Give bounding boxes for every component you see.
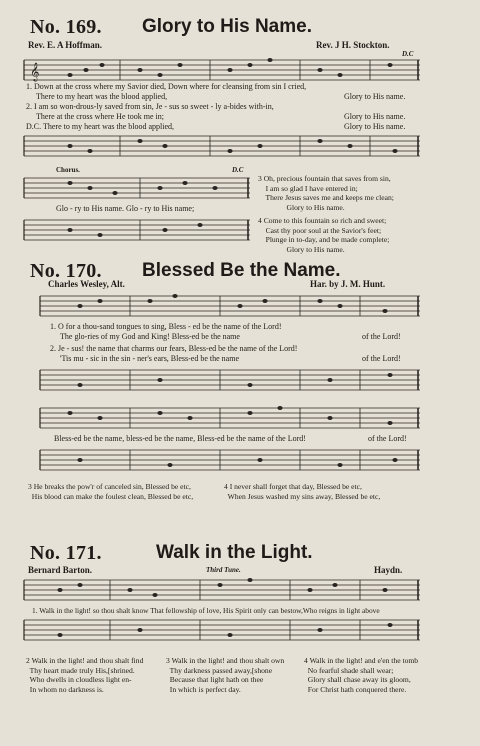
hymn-number: No. 171. — [30, 542, 102, 564]
music-staff-bass — [0, 616, 480, 646]
verse-number: 4 — [304, 656, 308, 665]
music-staff-bass — [0, 366, 480, 396]
music-staff-treble — [0, 292, 480, 322]
verse-line: When Jesus washed my sins away, Blessed be etc, — [227, 491, 381, 501]
lyric-line: 'Tis mu - sic in the sin - ner's ears, Bless-ed be the name — [60, 354, 239, 363]
hymn-number: No. 170. — [30, 260, 102, 282]
chorus-lyric: Glo - ry to His name. Glo - ry to His name; — [56, 204, 195, 213]
verse-number: 2. — [50, 344, 56, 353]
verse-block-3 — [258, 174, 394, 212]
verse-line: I never shall forget that day, Blessed be etc, — [229, 482, 362, 491]
lyric-line: The glo-ries of my God and King! Bless-ed be the name — [60, 332, 240, 341]
tune-note: Third Tune. — [206, 566, 241, 574]
verse-suffix: [shrined. — [107, 665, 135, 675]
verse-line: Come to this fountain so rich and sweet; — [263, 216, 387, 225]
verse-line: Glory to His name. — [286, 202, 345, 212]
verse-line: Glory to His name. — [286, 244, 345, 254]
dc-mark: D.C — [402, 50, 414, 58]
verse-line: Cast thy poor soul at the Savior's feet; — [265, 225, 382, 235]
refrain-text: Glory to His name. — [344, 92, 406, 101]
lyric-line: There at the cross where He took me in; — [36, 112, 164, 121]
verse-line: Thy heart made truly His, — [29, 665, 108, 675]
verse-line: In which is perfect day. — [169, 684, 241, 694]
hymn-number: No. 169. — [30, 16, 102, 38]
verse-line: Who dwells in cloudless light en- — [29, 675, 132, 685]
verse-block-4 — [224, 482, 380, 501]
chorus-dc-mark: D.C — [232, 166, 244, 174]
verse-line: In whom no darkness is. — [29, 684, 104, 694]
verse-number: D.C. — [26, 122, 42, 131]
verse-block-3 — [166, 656, 284, 694]
chorus-label: Chorus. — [56, 166, 80, 174]
verse-line: Walk in the light! and e'en the tomb — [309, 656, 419, 665]
verse-number: 4 — [224, 482, 228, 491]
verse-line: He breaks the pow'r of canceled sin, Blessed be etc, — [33, 482, 191, 491]
verse-line: Walk in the light! and thou shalt own — [171, 656, 285, 665]
verse-line: Because that light hath on thee — [169, 675, 264, 685]
music-staff-bass — [0, 132, 480, 168]
chorus-staff-treble — [0, 404, 480, 434]
verse-number: 2. — [26, 102, 32, 111]
lyric-line: I am so won-drous-ly saved from sin, Je - sus so sweet - ly a-bides with-in, — [34, 102, 274, 111]
verse-number: 3 — [258, 174, 262, 183]
verse-number: 1. — [50, 322, 56, 331]
words-credit: Rev. E. A Hoffman. — [28, 40, 103, 50]
verse-line: Glory shall chase away its gloom, — [307, 675, 411, 685]
verse-lines-170 — [50, 322, 297, 364]
verse-number: 3 — [166, 656, 170, 665]
verse-block-4 — [304, 656, 418, 694]
words-credit: Charles Wesley, Alt. — [48, 279, 125, 289]
verse-suffix: [shone — [251, 665, 273, 675]
verse-line: His blood can make the foulest clean, Blessed be etc, — [31, 491, 194, 501]
verse-lines-169 — [26, 82, 306, 132]
chorus-staff-bass — [0, 446, 480, 476]
verse-block-3 — [28, 482, 193, 501]
hymn-title: Blessed Be the Name. — [142, 260, 341, 281]
lyric-line: Je - sus! the name that charms our fears, Bless-ed be the name of the Lord! — [58, 344, 298, 353]
verse-number: 3 — [28, 482, 32, 491]
verse-number: 2 — [26, 656, 30, 665]
lyric-line: There to my heart was the blood applied, — [36, 92, 168, 101]
chorus-staff-bass — [0, 216, 260, 248]
refrain-text: Glory to His name. — [344, 112, 406, 121]
verse-line: No fearful shade shall wear; — [307, 665, 394, 675]
refrain-text: of the Lord! — [362, 354, 401, 363]
chorus-staff-treble — [0, 174, 260, 204]
music-credit: Haydn. — [374, 565, 403, 575]
hymn-title: Walk in the Light. — [156, 542, 313, 563]
music-credit: Har. by J. M. Hunt. — [310, 279, 386, 289]
lyric-line: 1. Walk in the light! so thou shalt know That fellowship of love, His Spirit only can bestow,Who reigns in light above — [32, 606, 380, 615]
lyric-line: There to my heart was the blood applied, — [42, 122, 175, 131]
verse-block-4 — [258, 216, 389, 254]
lyric-line: Down at the cross where my Savior died, Down where for cleansing from sin I cried, — [34, 82, 307, 91]
verse-line: For Christ hath conquered there. — [307, 684, 407, 694]
chorus-end: of the Lord! — [368, 434, 407, 443]
svg-text:𝄞: 𝄞 — [30, 62, 40, 81]
refrain-text: Glory to His name. — [344, 122, 406, 131]
verse-number: 1. — [26, 82, 32, 91]
music-staff-treble — [0, 576, 480, 606]
verse-line: Thy darkness passed away, — [169, 665, 252, 675]
verse-line: Plunge in to-day, and be made complete; — [265, 235, 390, 245]
verse-block-2 — [26, 656, 143, 694]
verse-line: Oh, precious fountain that saves from sin, — [263, 174, 391, 183]
refrain-text: of the Lord! — [362, 332, 401, 341]
hymn-title: Glory to His Name. — [142, 16, 312, 37]
words-credit: Bernard Barton. — [28, 565, 92, 575]
lyric-line: O for a thou-sand tongues to sing, Bless - ed be the name of the Lord! — [58, 322, 282, 331]
verse-line: Walk in the light! and thou shalt find — [31, 656, 144, 665]
verse-line: There Jesus saves me and keeps me clean; — [265, 193, 394, 203]
verse-line: I am so glad I have entered in; — [265, 183, 358, 193]
verse-number: 4 — [258, 216, 262, 225]
music-credit: Rev. J H. Stockton. — [316, 40, 390, 50]
chorus-lyric: Bless-ed be the name, bless-ed be the name, Bless-ed be the name of the Lord! — [54, 434, 306, 443]
